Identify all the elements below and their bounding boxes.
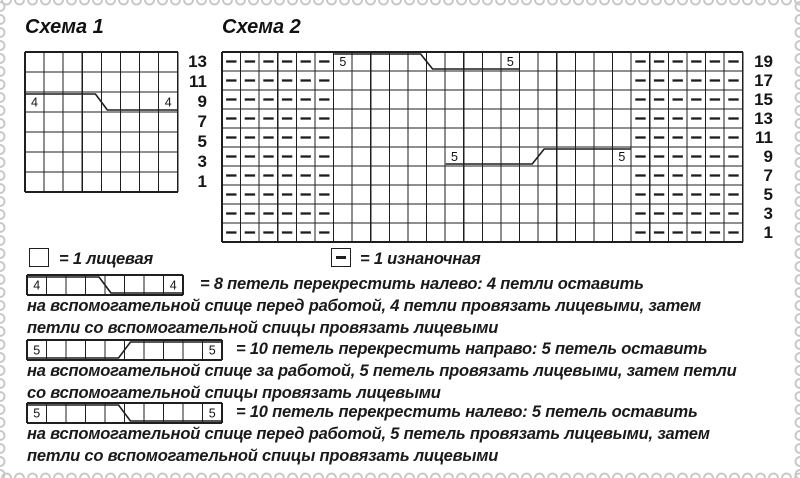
schema1-row-number: 3 bbox=[197, 152, 207, 171]
schema2-row-number: 17 bbox=[754, 70, 773, 90]
schema1-title: Схема 1 bbox=[25, 16, 104, 38]
stamp-edge-left bbox=[0, 0, 9, 478]
schema2-row-number: 19 bbox=[754, 51, 773, 71]
schema2-title: Схема 2 bbox=[222, 16, 301, 38]
purl-dash-mark bbox=[336, 256, 346, 258]
cable8-left-text-line1: = 8 петель перекрестить налево: 4 петли оставить bbox=[200, 275, 644, 293]
cable-stitch-count: 4 bbox=[164, 95, 172, 110]
purl-stitch-symbol bbox=[331, 248, 351, 267]
knit-stitch-symbol bbox=[29, 248, 49, 267]
cable-stitch-count: 4 bbox=[33, 278, 41, 293]
schema2-row-number: 9 bbox=[763, 146, 773, 166]
schema1-row-number: 13 bbox=[188, 52, 207, 71]
schema2-row-number: 3 bbox=[763, 203, 773, 223]
schema2-row-number: 7 bbox=[763, 165, 773, 185]
cable10-right-text-line2: на вспомогательной спице за работой, 5 петель провязать лицевыми, затем петли bbox=[27, 362, 737, 380]
cable8-left-text-line2: на вспомогательной спице перед работой, 4 петли провязать лицевыми, затем bbox=[27, 297, 701, 315]
knit-legend-label: = 1 лицевая bbox=[59, 250, 153, 268]
cable-stitch-count: 5 bbox=[33, 343, 41, 358]
schema1-row-number: 7 bbox=[197, 112, 207, 131]
grid-lines bbox=[25, 52, 178, 192]
grid-lines bbox=[222, 52, 743, 242]
schema1-row-number: 5 bbox=[197, 132, 207, 151]
cable-stitch-count: 5 bbox=[506, 55, 514, 70]
schema2-row-number: 5 bbox=[763, 184, 773, 204]
schema2-row-number: 15 bbox=[754, 89, 773, 109]
schema2-row-number: 13 bbox=[754, 108, 773, 128]
cable10-left-text-line1: = 10 петель перекрестить налево: 5 петель оставить bbox=[236, 403, 698, 421]
cable-stitch-count: 4 bbox=[169, 278, 177, 293]
cable-stitch-count: 5 bbox=[208, 406, 216, 421]
stamp-edge-top bbox=[0, 0, 800, 9]
cable-stitch-count: 5 bbox=[208, 343, 216, 358]
cable-stitch-count: 5 bbox=[339, 55, 347, 70]
cable-stitch-count: 5 bbox=[618, 149, 626, 164]
cable10-left-text-line2: на вспомогательной спице перед работой, 5 петель провязать лицевыми, затем bbox=[27, 425, 710, 443]
schema2-row-number: 1 bbox=[763, 222, 773, 242]
schema1-row-number: 1 bbox=[197, 172, 207, 191]
schema1-row-number: 11 bbox=[189, 72, 207, 91]
sym-2-strip bbox=[25, 401, 224, 425]
cable-stitch-count: 5 bbox=[451, 149, 458, 164]
purl-legend-label: = 1 изнаночная bbox=[360, 250, 481, 268]
cable8-left-text-line3: петли со вспомогательной спицы провязать лицевыми bbox=[27, 319, 499, 337]
schema1-grid bbox=[23, 50, 180, 194]
cable-stitch-count: 5 bbox=[33, 406, 41, 421]
sym-0-strip bbox=[25, 273, 185, 297]
schema2-grid bbox=[220, 50, 745, 244]
cable10-left-text-line3: петли со вспомогательной спицы провязать лицевыми bbox=[27, 447, 499, 465]
sym-1-strip bbox=[25, 338, 224, 362]
stamp-edge-right bbox=[791, 0, 800, 478]
stamp-edge-bottom bbox=[0, 469, 800, 478]
cable10-right-text-line3: со вспомогательной спицы провязать лицевыми bbox=[27, 384, 441, 402]
cable-stitch-count: 4 bbox=[31, 95, 39, 110]
cable10-right-text-line1: = 10 петель перекрестить направо: 5 петель оставить bbox=[236, 340, 708, 358]
schema1-row-number: 9 bbox=[197, 92, 207, 111]
schema2-row-number: 11 bbox=[755, 127, 773, 147]
